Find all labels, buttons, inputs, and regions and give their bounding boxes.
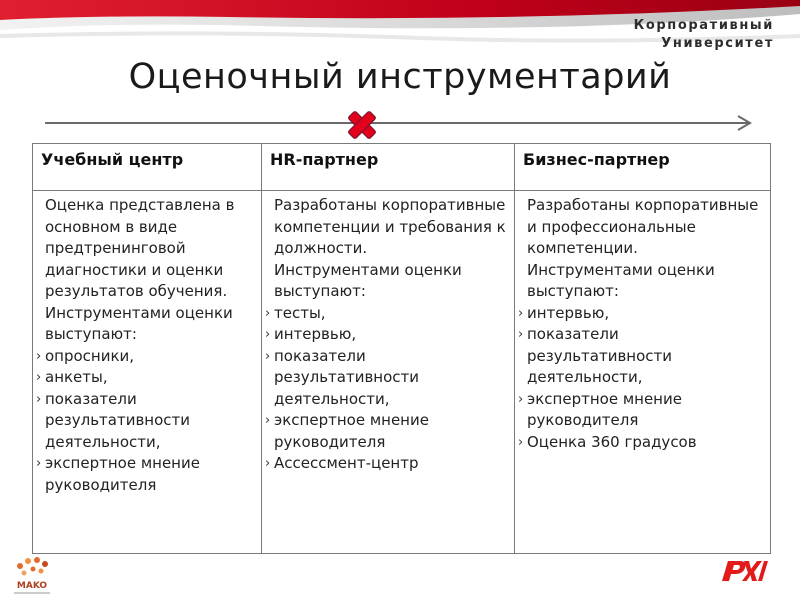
paragraph: Инструментами оценки выступают: <box>274 260 462 300</box>
list-item: › анкеты, <box>37 367 257 389</box>
x-mark-icon <box>346 109 378 141</box>
bullet-arrow-icon: › <box>518 305 524 321</box>
list-item: › Ассессмент-центр <box>266 453 510 475</box>
top-banner <box>0 0 800 64</box>
bullet-arrow-icon: › <box>36 348 42 364</box>
corp-line-1: Корпоративный <box>633 18 774 33</box>
list-item: › интервью, <box>519 303 766 325</box>
rzd-logo <box>716 555 776 587</box>
corp-line-2: Университет <box>661 36 774 51</box>
paragraph: Инструментами оценки выступают: <box>45 303 233 343</box>
mako-logo-text: MAKO <box>16 581 48 591</box>
bullet-arrow-icon: › <box>36 391 42 407</box>
list-item: › опросники, <box>37 346 257 368</box>
list-item: › показатели результативности деятельности, <box>265 346 420 408</box>
header-training-center: Учебный центр <box>33 144 262 191</box>
bullet-arrow-icon: › <box>518 391 524 407</box>
bullet-arrow-icon: › <box>36 456 42 471</box>
header-business-partner: Бизнес-партнер <box>515 144 771 191</box>
list-item: › экспертное мнение руководителя <box>518 389 682 429</box>
bullet-arrow-icon: › <box>265 348 271 364</box>
bullet-arrow-icon: › <box>265 305 271 321</box>
paragraph: Оценка представлена в основном в виде предтренинговой диагностики и оценки результатов обучения. <box>45 196 235 300</box>
paragraph: Разработаны корпоративные компетенции и требования к должности. <box>274 196 506 257</box>
list-item: › экспертное мнение руководителя <box>36 454 200 494</box>
bullet-arrow-icon: › <box>518 434 524 450</box>
bullet-arrow-icon: › <box>518 327 524 342</box>
list-item: › показатели результативности деятельности, <box>518 325 673 386</box>
cell-hr-partner <box>262 191 515 554</box>
list-item: › экспертное мнение руководителя <box>265 411 429 451</box>
header-hr-partner: HR-партнер <box>262 144 515 191</box>
bullet-arrow-icon: › <box>265 327 271 342</box>
cell-training-center <box>33 191 262 554</box>
comparison-table <box>32 143 771 554</box>
cell-business-partner <box>515 191 771 554</box>
list-item: › Оценка 360 градусов <box>519 432 766 454</box>
page-title: Оценочный инструментарий <box>128 57 672 97</box>
paragraph: Разработаны корпоративные и профессиональные компетенции. <box>527 196 759 257</box>
corporate-university-label <box>634 17 774 53</box>
list-item: › интервью, <box>266 324 510 346</box>
mako-logo <box>6 552 58 598</box>
table-row <box>33 191 771 554</box>
bullet-arrow-icon: › <box>265 413 271 428</box>
bullet-arrow-icon: › <box>36 370 42 385</box>
table-header-row <box>33 144 771 191</box>
list-item: › тесты, <box>266 303 510 325</box>
bullet-arrow-icon: › <box>265 456 271 471</box>
list-item: › показатели результативности деятельности, <box>36 389 191 451</box>
paragraph: Инструментами оценки выступают: <box>527 260 715 300</box>
title-divider-arrow <box>45 110 757 136</box>
